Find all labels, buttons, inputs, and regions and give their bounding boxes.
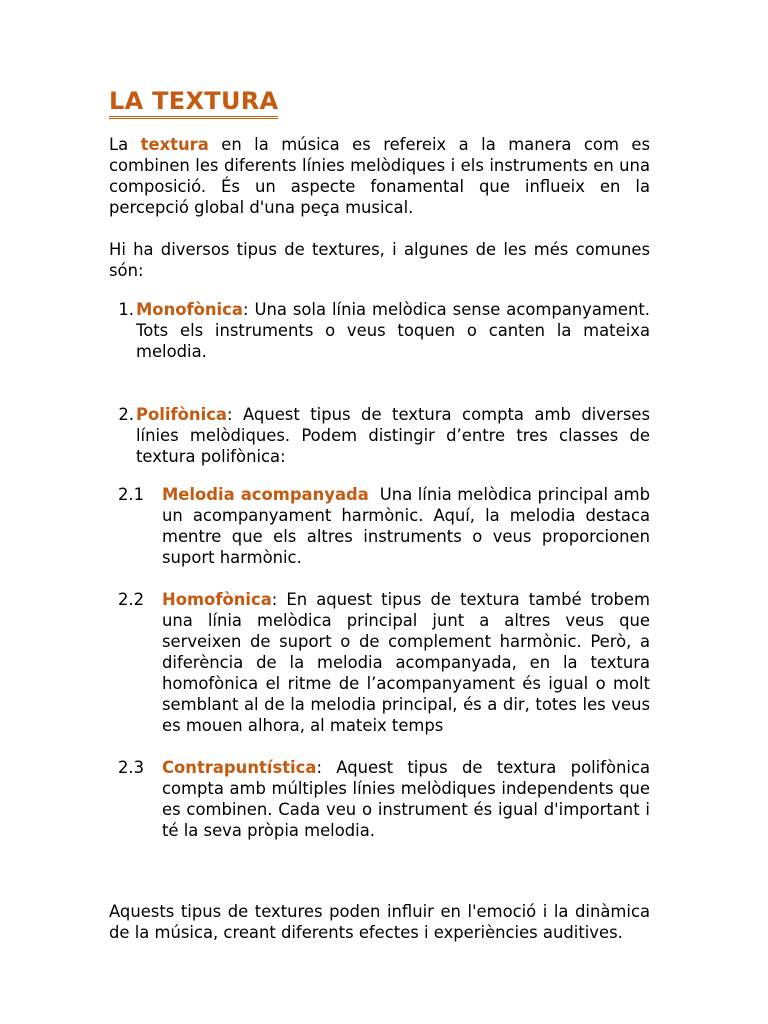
sublist-item-text bbox=[162, 757, 650, 841]
term-contrapuntistica: Contrapuntística bbox=[162, 758, 317, 777]
sublist-item-number: 2.1 bbox=[118, 485, 145, 504]
list-item-monofonica bbox=[109, 299, 650, 362]
term-homofonica: Homofònica bbox=[162, 590, 272, 609]
intro-post: en la música es refereix a la manera com es combinen les diferents línies melòdiques i els instruments en una composició. És un aspecte fonamental que influeix en la percepció global d'una peça musical. bbox=[109, 135, 650, 217]
document-page bbox=[109, 86, 656, 943]
intro-paragraph bbox=[109, 134, 650, 218]
definition-melodia-acompanyada: Una línia melòdica principal amb un acompanyament harmònic. Aquí, la melodia destaca mentre que els altres instruments o veus proporcionen suport harmònic. bbox=[162, 485, 656, 567]
intro-pre: La bbox=[109, 135, 141, 154]
definition-homofonica: : En aquest tipus de textura també trobem una línia melòdica principal junt a altres veus que serveixen de suport o de complement harmònic. Però, a diferència de la melodia acompanyada, en la textura homofònica el ritme de l’acompanyament és igual o molt semblant al de la melodia principal, és a dir, totes les veus es mouen alhora, al mateix temps bbox=[162, 590, 650, 735]
list-item-text bbox=[134, 299, 650, 362]
page-title: LA TEXTURA bbox=[109, 86, 278, 119]
sublist-item-number: 2.2 bbox=[118, 590, 145, 609]
sublist-item-contrapuntistica bbox=[118, 757, 650, 841]
list-item-text bbox=[134, 404, 650, 467]
definition-contrapuntistica: : Aquest tipus de textura polifònica compta amb múltiples línies melòdiques independents que es combinen. Cada veu o instrument és igual d'important i té la seva pròpia melodia. bbox=[162, 758, 650, 840]
term-melodia-acompanyada: Melodia acompanyada bbox=[162, 485, 369, 504]
definition-monofonica: : Una sola línia melòdica sense acompanyament. Tots els instruments o veus toquen o canten la mateixa melodia. bbox=[136, 300, 650, 361]
definition-polifonica: : Aquest tipus de textura compta amb diverses línies melòdiques. Podem distingir d’entre tres classes de textura polifònica: bbox=[136, 405, 650, 466]
texture-list bbox=[109, 299, 656, 841]
intro-highlight: textura bbox=[140, 135, 209, 154]
term-monofonica: Monofònica bbox=[136, 300, 243, 319]
sublist-item-number: 2.3 bbox=[118, 758, 145, 777]
list-item-number: 2. bbox=[118, 405, 134, 424]
term-polifonica: Polifònica bbox=[136, 405, 227, 424]
list-item-polifonica bbox=[109, 404, 650, 467]
types-intro-paragraph: Hi ha diversos tipus de textures, i algunes de les més comunes són: bbox=[109, 240, 650, 280]
list-item-number: 1. bbox=[118, 300, 134, 319]
conclusion-paragraph: Aquests tipus de textures poden influir en l'emoció i la dinàmica de la música, creant diferents efectes i experiències auditives. bbox=[109, 902, 650, 942]
sublist-item-melodia-acompanyada bbox=[118, 484, 656, 568]
sublist-item-text bbox=[162, 484, 656, 568]
sublist-item-text bbox=[162, 589, 650, 736]
sublist-item-homofonica bbox=[118, 589, 650, 736]
